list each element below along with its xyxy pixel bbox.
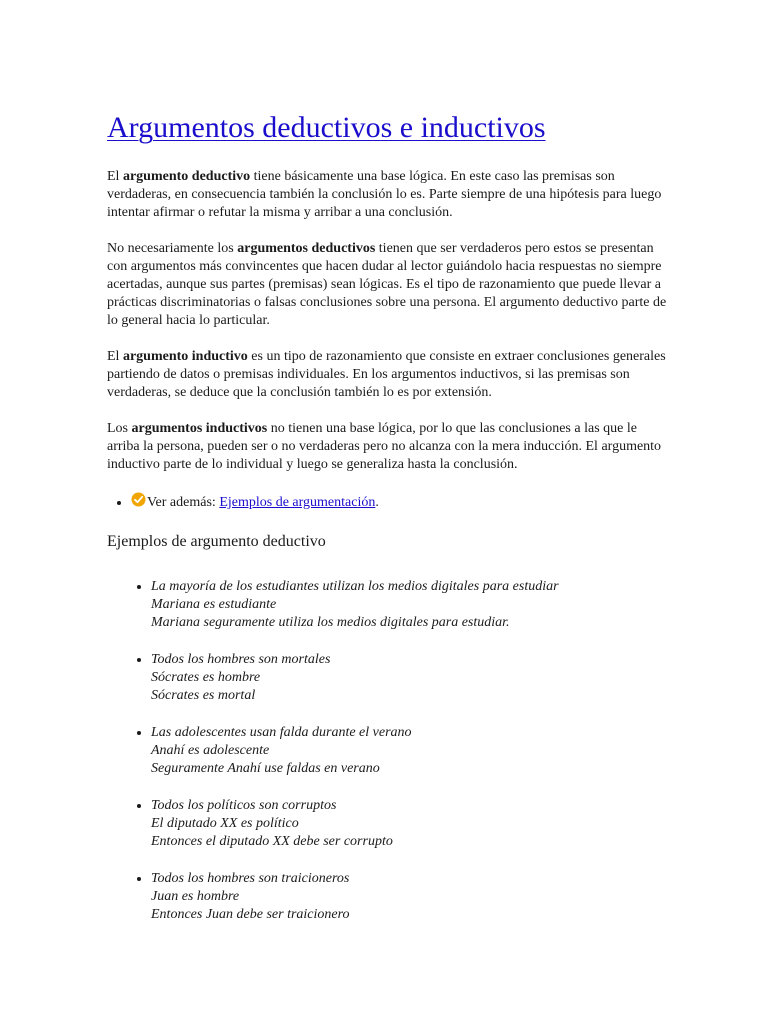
example-conclusion: Mariana seguramente utiliza los medios digitales para estudiar.: [151, 615, 510, 630]
example-item: [151, 797, 667, 851]
bold-term: argumento inductivo: [122, 349, 248, 364]
see-also-prefix: Ver además:: [147, 495, 220, 510]
title-link[interactable]: Argumentos deductivos e inductivos: [107, 111, 546, 144]
paragraph-text: no tienen una base lógica, por lo que las conclusiones a las que le arriba la persona, pueden ser o no verdaderas pero no alcanza con la mera inducción. El argumento inductivo parte de lo individual y luego se generaliza hasta la conclusión.: [107, 421, 662, 472]
article-body: [107, 168, 667, 474]
paragraph-text: El: [107, 169, 123, 184]
check-circle-icon: [131, 492, 146, 507]
example-conclusion: Seguramente Anahí use faldas en verano: [151, 761, 380, 776]
example-premise: • Las adolescentes usan falda durante el verano: [151, 725, 412, 740]
see-also-item: [131, 492, 667, 512]
example-item: [151, 724, 667, 778]
see-also-list: [107, 492, 667, 512]
paragraph: [107, 168, 667, 222]
example-premise: • Todos los políticos son corruptos: [151, 798, 337, 813]
paragraph-text: Los: [107, 421, 132, 436]
page-title: [107, 110, 667, 146]
paragraph-text: No necesariamente los: [107, 241, 238, 256]
bold-term: argumentos deductivos: [237, 241, 376, 256]
bold-term: argumentos inductivos: [131, 421, 268, 436]
example-premise: Juan es hombre: [151, 889, 240, 904]
example-item: [151, 651, 667, 705]
example-premise: • Todos los hombres son traicioneros: [151, 871, 350, 886]
section-heading: Ejemplos de argumento deductivo: [107, 533, 326, 550]
see-also-link[interactable]: Ejemplos de argumentación: [219, 495, 376, 510]
example-premise: • Todos los hombres son mortales: [151, 652, 331, 667]
example-item: [151, 578, 667, 632]
paragraph: [107, 348, 667, 402]
article: [107, 110, 667, 943]
example-conclusion: Entonces el diputado XX debe ser corrupto: [151, 834, 393, 849]
paragraph-text: El: [107, 349, 123, 364]
paragraph-text: es un tipo de razonamiento que consiste en extraer conclusiones generales partiendo de datos o premisas individuales. En los argumentos inductivos, si las premisas son verdaderas, se deduce que la conclusión también lo es por extensión.: [107, 349, 666, 400]
paragraph-text: tienen que ser verdaderos pero estos se presentan con argumentos más convincentes que hacen dudar al lector guiándolo hacia respuestas no siempre acertadas, aunque sus partes (premisas) sean lógicas. Es el tipo de razonamiento que puede llevar a prácticas discriminatorias o falsas conclusiones sobre una persona. El argumento deductivo parte de lo general hacia lo particular.: [107, 241, 667, 328]
example-premise: Anahí es adolescente: [151, 743, 270, 758]
see-also-suffix: .: [375, 495, 379, 510]
example-item: [151, 870, 667, 924]
paragraph: [107, 420, 667, 474]
example-premise: Mariana es estudiante: [151, 597, 277, 612]
example-premise: • La mayoría de los estudiantes utilizan los medios digitales para estudiar: [151, 579, 559, 594]
example-premise: El diputado XX es político: [151, 816, 299, 831]
paragraph: [107, 240, 667, 330]
example-conclusion: Entonces Juan debe ser traicionero: [151, 907, 350, 922]
examples-list: [107, 578, 667, 924]
bold-term: argumento deductivo: [122, 169, 251, 184]
paragraph-text: tiene básicamente una base lógica. En este caso las premisas son verdaderas, en consecuencia también la conclusión lo es. Parte siempre de una hipótesis para luego intentar afirmar o refutar la misma y arribar a una conclusión.: [107, 169, 662, 220]
example-conclusion: Sócrates es mortal: [151, 688, 256, 703]
example-premise: Sócrates es hombre: [151, 670, 261, 685]
